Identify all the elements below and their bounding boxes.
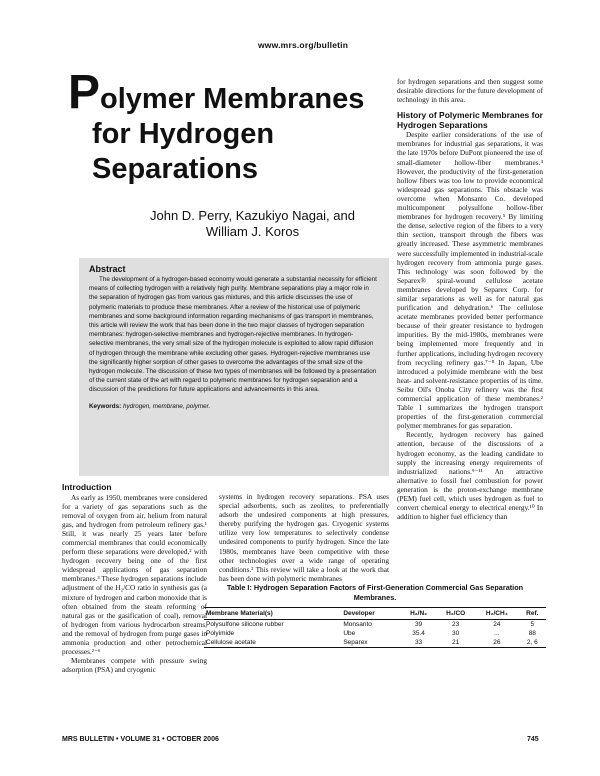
table-cell: 5 [530,621,535,628]
table-cell: Separex [341,638,401,648]
table-cell: 39 [414,621,423,628]
table-cell: Cellulose acetate [204,638,341,648]
table-1 [204,583,546,648]
table-cell: Polysulfone silicone rubber [206,621,284,628]
intro-paragraph-1: As early as 1950, membranes were considered for a variety of gas separations such as the removal of oxygen from air, helium from natural gas, and hydrogen from petroleum refinery gas.¹ Still, it was nearly 25 years later before commercial membranes that could economically perform these separations were developed,² with hydrogen recovery being one of the first widespread applications of gas separation membranes.³ These hydrogen separations include adjustment of the H₂/CO ratio in synthesis gas (a mixture of hydrogen and carbon monoxide that is often obtained from the steam reforming of natural gas or the gasification of coal), removal of hydrogen from various hydrocarbon streams, and the removal of hydrogen from purge gases in ammonia production and other petrochemical processes.²⁻⁶ [62,492,207,657]
authors [120,208,385,240]
history-heading: History of Polymeric Membranes for Hydrogen Separations [397,110,543,130]
col-header: H₂/N₂ [401,608,436,620]
keywords: Keywords: hydrogen, membrane, polymer. [89,402,211,410]
table-cell: 21 [436,638,475,648]
table-cell: 33 [401,638,436,648]
table-cell: 88 [528,630,536,637]
col-header: Developer [341,608,401,620]
footer-journal-info: MRS BULLETIN • VOLUME 31 • OCTOBER 2006 [62,736,219,743]
table-row [204,629,546,638]
title-line-3: Separations [92,153,258,185]
col-header: Membrane Material(s) [204,608,341,620]
page-number: 745 [527,736,539,743]
table-cell: 24 [493,621,501,628]
table-cell: 35.4 [412,630,425,637]
authors-line-2: William J. Koros [205,224,300,239]
column-2 [219,492,389,583]
col-header: Ref. [519,608,546,620]
intro-continued: systems in hydrogen recovery separations. PSA uses special adsorbents, such as zeolites, to preferentially adsorb the undesired components at high pressures, thereby purifying the hydrogen gas. Cryogenic systems utilize very low temperatures to selectively condense undesired components to purify hydrogen. Since the late 1980s, membranes have been competitive with these other technologies over a wide range of operating conditions.² This review will take a look at the work that has been done with polymeric membranes [219,492,389,583]
abstract-box [79,258,389,476]
title-line-1: Polymer Membranes [68,66,365,119]
table-row [204,638,546,648]
article-title [68,66,398,187]
table-grid [204,607,546,648]
journal-url[interactable]: www.mrs.org/bulletin [258,40,349,50]
table-cell: Monsanto [343,621,372,628]
col-header: H₂/CH₄ [475,608,519,620]
table-cell: ... [494,630,500,637]
col-header: H₂/CO [436,608,475,620]
intro-paragraph-2: Membranes compete with pressure swing adsorption (PSA) and cryogenic [62,656,207,675]
history-paragraph-2: Recently, hydrogen recovery has gained attention, because of the discussions of a hydrogen economy, as the leading candidate to supply the increasing energy requirements of industrialized nations.⁹⁻¹¹ An attractive alternative to fossil fuel combustion for power generation is the proton-exchange membrane (PEM) fuel cell, which uses hydrogen as fuel to convert chemical energy to electrical energy.¹⁰ In addition to higher fuel efficiency than [397,430,543,522]
intro-heading: Introduction [62,482,112,492]
column-3 [397,77,543,521]
authors-line-1: John D. Perry, Kazukiyo Nagai, and [150,208,355,223]
column-1 [62,483,207,674]
table-caption: Table I: Hydrogen Separation Factors of First-Generation Commercial Gas Separation Membranes. [226,583,524,602]
abstract-heading: Abstract [89,264,126,274]
table-cell: Polyimide [206,630,235,637]
abstract-text: The development of a hydrogen-based economy would generate a substantial necessity for efficient means of collecting hydrogen with a relatively high purity. Membrane separations play a major role in the separation of hydrogen gas from various gas mixtures, and this article discusses the use of polymeric materials to produce these membranes. After a review of the historical use of polymeric membranes and some background information regarding mechanisms of gas transport in membranes, this article will review the work that has been done in the two major classes of hydrogen separation membranes: hydrogen-selective membranes and hydrogen-rejective membranes. In hydrogen-selective membranes, the very small size of the hydrogen molecule is exploited to allow rapid diffusion of hydrogen through the membrane while excluding other gases. Hydrogen-rejective membranes use the significantly higher sorption of other gases to overcome the advantages of the small size of the hydrogen molecule. The discussion of these two types of membranes will be followed by a presentation of the current state of the art with regard to polymeric membranes for hydrogen separation and a discussion of the predictions for future applications and advancements in this area. [89,276,377,394]
title-line-2: for Hydrogen [92,118,275,150]
table-cell: 2, 6 [519,638,546,648]
table-cell: 23 [452,621,460,628]
col3-lead: for hydrogen separations and then suggest some desirable directions for the future development of technology in this area. [397,77,543,105]
table-row [204,620,546,630]
table-header-row [204,608,546,620]
table-cell: 26 [475,638,519,648]
table-cell: Ube [343,630,356,637]
table-cell: 30 [452,630,460,637]
title-drop-cap: P [68,66,101,119]
history-paragraph-1: Despite earlier considerations of the use of membranes for industrial gas separations, it was the late 1970s before DuPont pioneered the use of small-diameter hollow-fiber membranes.⁴ However, the productivity of the first-generation hollow fibers was too low to provide economical widespread gas separations. This obstacle was overcome when Monsanto Co. developed multicomponent polysulfone hollow-fiber membranes for hydrogen recovery.⁵ By limiting the dense, selective region of the fibers to a very thin section, transport through the fibers was greatly increased. These asymmetric membranes were successfully implemented in industrial-scale hydrogen recovery from ammonia purge gases. This technology was soon followed by the Separex® spiral-wound cellulose acetate membranes developed by Separex Corp. for similar separations as well as for natural gas purification and dehydration.⁶ The cellulose acetate membranes provided better performance because of their greater resistance to hydrogen impurities. By the mid-1980s, membranes were being implemented more frequently and in further applications, including hydrogen recovery from recycling refinery gas.⁷⁻⁸ In Japan, Ube introduced a polyimide membrane with the best heat- and solvent-resistance properties of its time. Seibu Oil's Onoba City refinery was the first commercial application of these membranes.² Table I summarizes the hydrogen transport properties of the first-generation commercial polymer membranes for gas separation. [397,130,543,431]
